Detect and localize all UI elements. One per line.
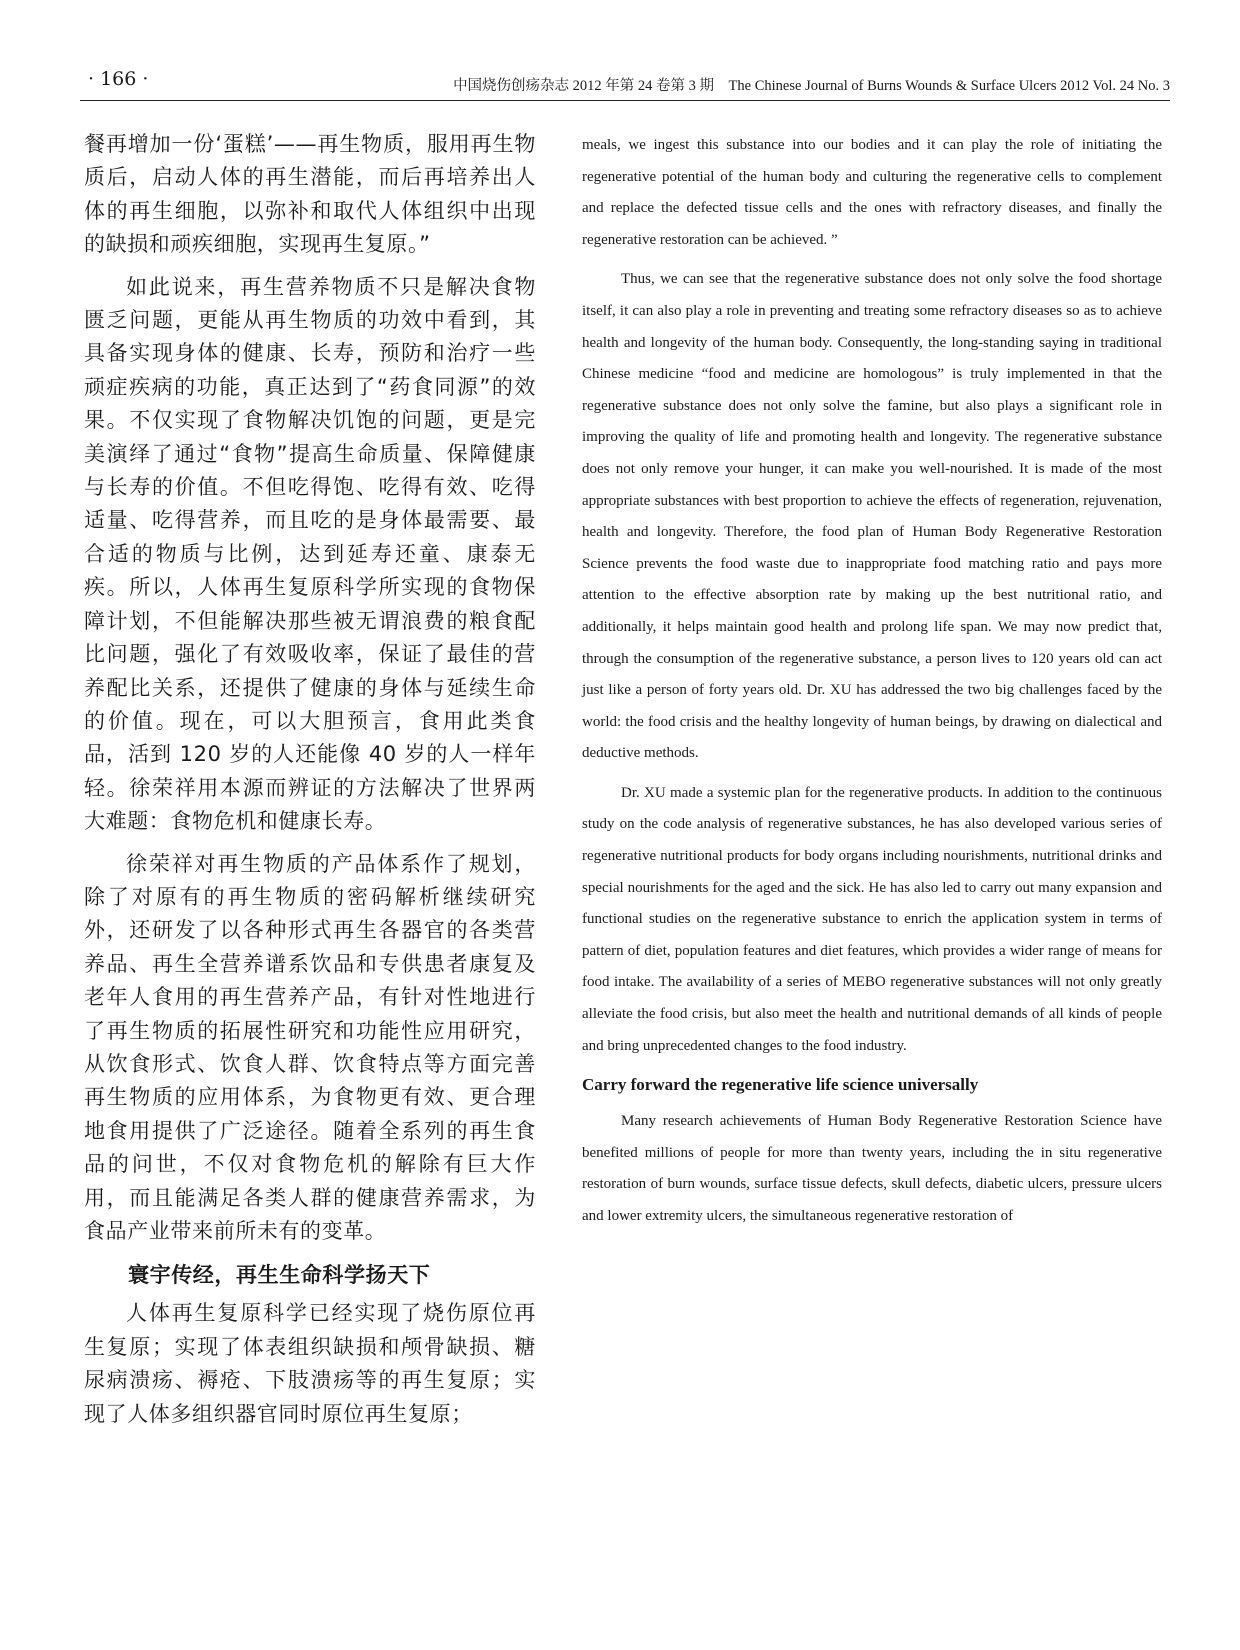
en-paragraph-1: meals, we ingest this substance into our bodies and it can play the role of initiating the regenerative potential of the human body and culturing the regenerative cells to complement and replace the defected tissue cells and the ones with refractory diseases, and finally the regenerative restoration can be achieved. ” [582, 137, 1162, 248]
page-number: · 166 · [88, 68, 149, 90]
en-paragraph-4: Many research achievements of Human Body Regenerative Restoration Science have benefited millions of people for more than twenty years, including the in situ regenerative restoration of burn wounds, surface tissue defects, skull defects, diabetic ulcers, pressure ulcers and lower extremity ulcers, the simultaneous regenerative restoration of [582, 1113, 1162, 1224]
running-head: 中国烧伤创疡杂志 2012 年第 24 卷第 3 期 The Chinese Journal of Burns Wounds & Surface Ulcers 2012 Vol. 24 No. 3 [453, 78, 1170, 94]
english-column [582, 130, 1162, 1241]
zh-paragraph-2: 如此说来，再生营养物质不只是解决食物匮乏问题，更能从再生物质的功效中看到，其具备实现身体的健康、长寿，预防和治疗一些顽症疾病的功能，真正达到了“药食同源”的效果。不仅实现了食物解决饥饱的问题，更是完美演绎了通过“食物”提高生命质量、保障健康与长寿的价值。不但吃得饱、吃得有效、吃得适量、吃得营养，而且吃的是身体最需要、最合适的物质与比例，达到延寿还童、康泰无疾。所以，人体再生复原科学所实现的食物保障计划，不但能解决那些被无谓浪费的粮食配比问题，强化了有效吸收率，保证了最佳的营养配比关系，还提供了健康的身体与延续生命的价值。现在，可以大胆预言，食用此类食品，活到 120 岁的人还能像 40 岁的人一样年轻。徐荣祥用本源而辨证的方法解决了世界两大难题：食物危机和健康长寿。 [84, 274, 536, 834]
en-paragraph-2: Thus, we can see that the regenerative substance does not only solve the food shortage itself, it can also play a role in preventing and treating some refractory diseases so as to achieve health and longevity of the human body. Consequently, the long-standing saying in traditional Chinese medicine “food and medicine are homologous” is truly implemented in that the regenerative substance does not only solve the famine, but also plays a significant role in improving the quality of life and promoting health and longevity. The regenerative substance does not only remove your hunger, it can make you well-nourished. It is made of the most appropriate substances with best proportion to achieve the effects of regeneration, rejuvenation, health and longevity. Therefore, the food plan of Human Body Regenerative Restoration Science prevents the food waste due to inappropriate food matching ratio and pays more attention to the effective absorption rate by making up the best nutritional ratio, and additionally, it helps maintain good health and prolong life span. We may now predict that, through the consumption of the regenerative substance, a person lives to 120 years old can act just like a person of forty years old. Dr. XU has addressed the two big challenges faced by the world: the food crisis and the healthy longevity of human beings, by drawing on dialectical and deductive methods. [582, 271, 1162, 762]
en-section-heading: Carry forward the regenerative life science universally [582, 1075, 979, 1095]
zh-paragraph-4: 人体再生复原科学已经实现了烧伤原位再生复原；实现了体表组织缺损和颅骨缺损、糖尿病溃疡、褥疮、下肢溃疡等的再生复原；实现了人体多组织器官同时原位再生复原； [84, 1301, 536, 1426]
zh-paragraph-1: 餐再增加一份‘蛋糕’——再生物质，服用再生物质后，启动人体的再生潜能，而后再培养出人体的再生细胞，以弥补和取代人体组织中出现的缺损和顽疾细胞，实现再生复原。” [84, 132, 536, 257]
zh-paragraph-3: 徐荣祥对再生物质的产品体系作了规划，除了对原有的再生物质的密码解析继续研究外，还研发了以各种形式再生各器官的各类营养品、再生全营养谱系饮品和专供患者康复及老年人食用的再生营养产品，有针对性地进行了再生物质的拓展性研究和功能性应用研究，从饮食形式、饮食人群、饮食特点等方面完善再生物质的应用体系，为食物更有效、更合理地食用提供了广泛途径。随着全系列的再生食品的问世，不仅对食物危机的解除有巨大作用，而且能满足各类人群的健康营养需求，为食品产业带来前所未有的变革。 [84, 851, 536, 1243]
page-header [80, 68, 1170, 101]
chinese-column [84, 128, 536, 1440]
zh-section-heading: 寰宇传经，再生生命科学扬天下 [128, 1263, 431, 1288]
en-paragraph-3: Dr. XU made a systemic plan for the regenerative products. In addition to the continuous study on the code analysis of regenerative substances, he has also developed various series of regenerative nutritional products for body organs including nourishments, nutritional drinks and special nourishments for the aged and the sick. He has also led to carry out many expansion and functional studies on the regenerative substance to enrich the application system in terms of pattern of diet, population features and diet features, which provides a wider range of means for food intake. The availability of a series of MEBO regenerative substances will not only greatly alleviate the food crisis, but also meet the health and nutritional demands of all kinds of people and bring unprecedented changes to the food industry. [582, 784, 1162, 1054]
